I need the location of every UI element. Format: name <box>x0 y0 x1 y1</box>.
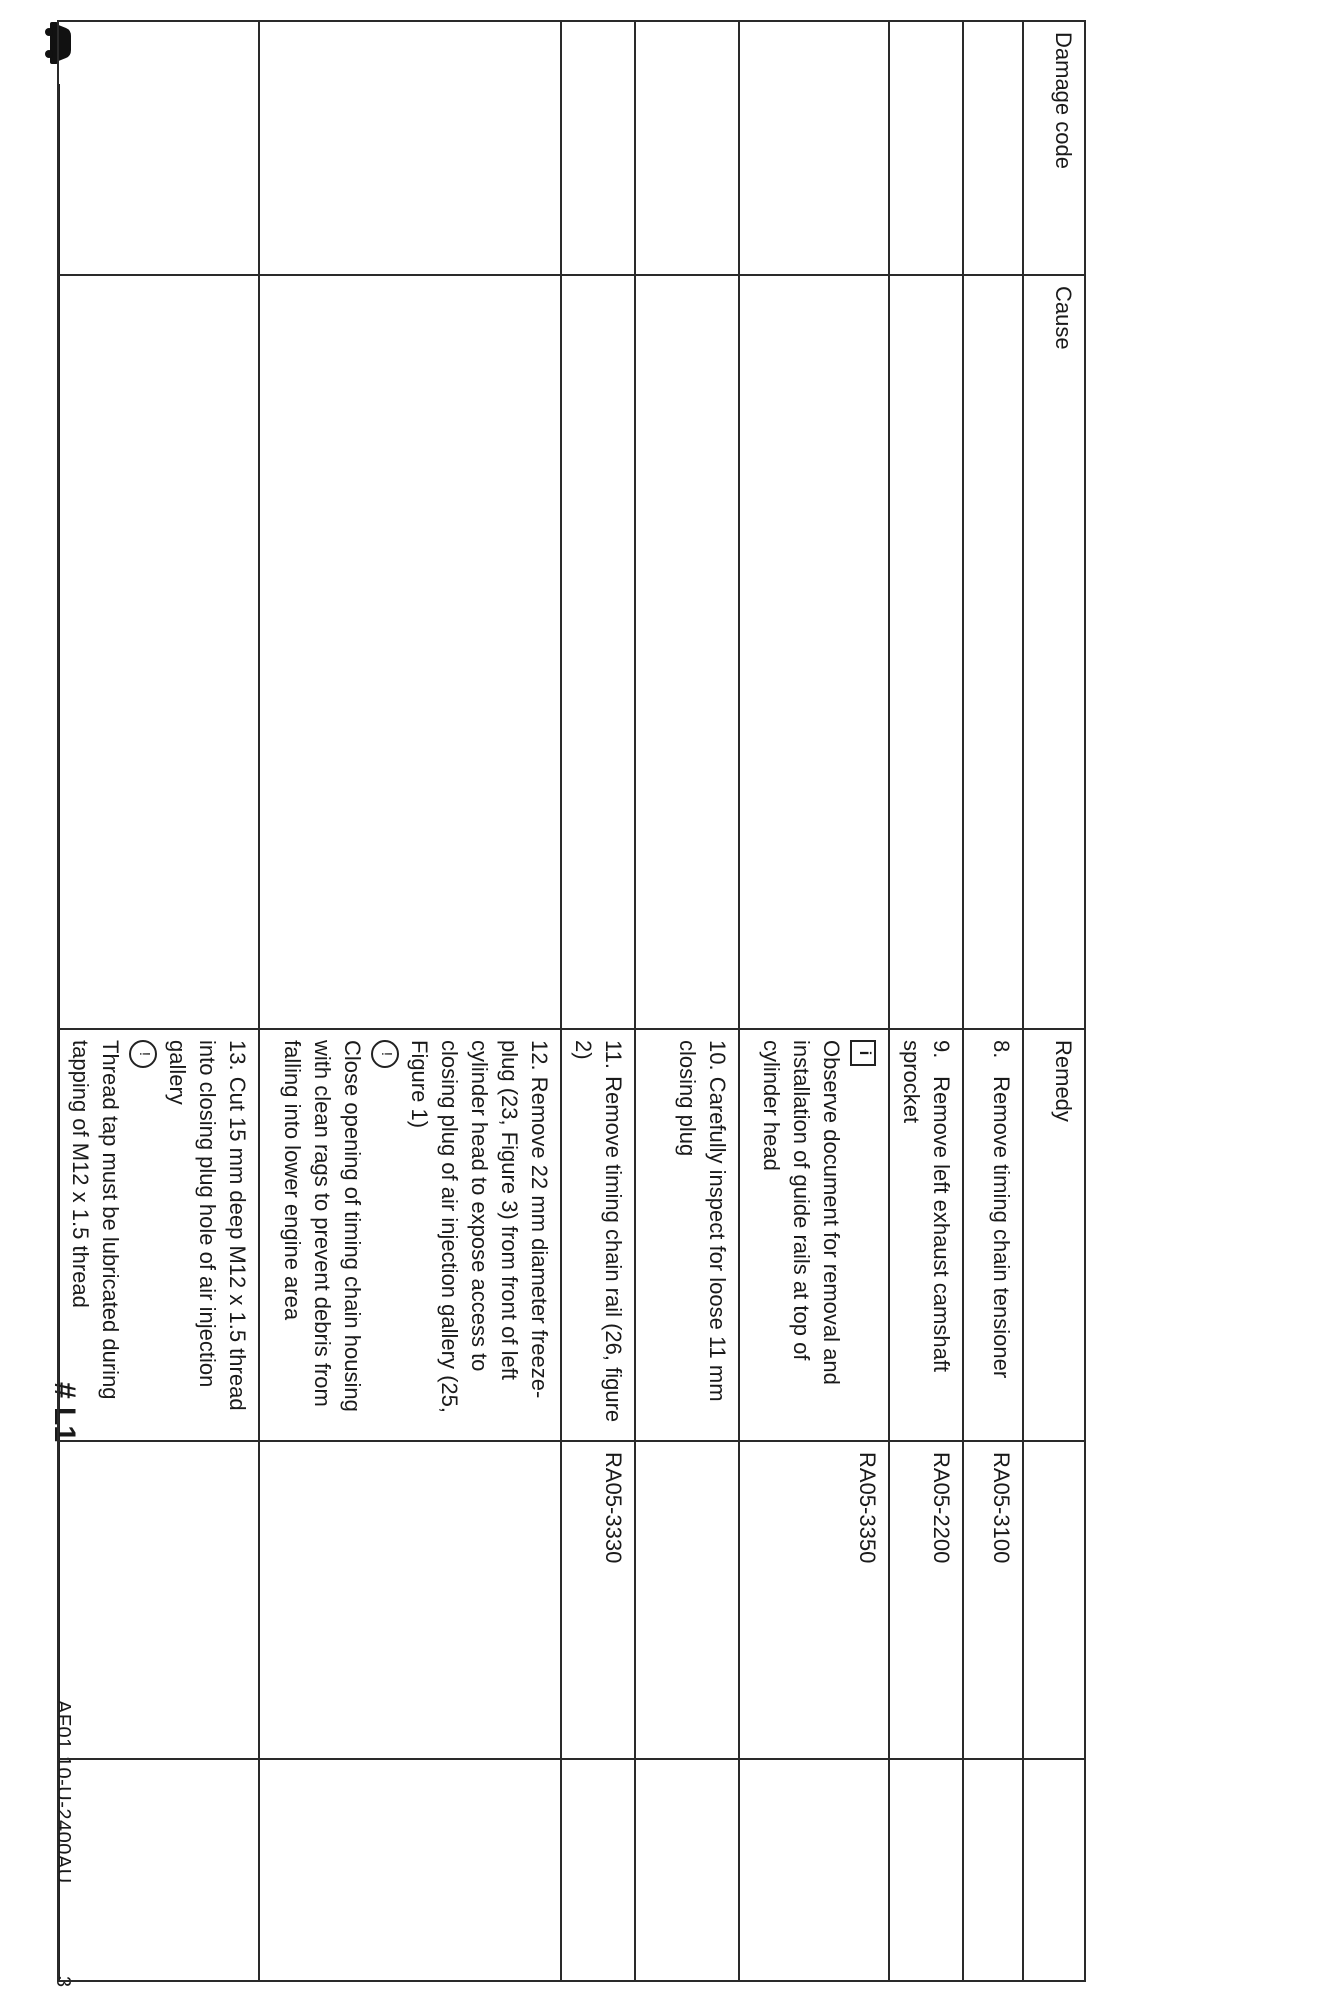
document-id: AF01.10-U-2400AU <box>52 1700 74 1884</box>
remedy-cell <box>561 1029 635 1441</box>
remedy-cell <box>739 1029 889 1441</box>
remedy-step: 9. Remove left exhaust camshaft sprocket <box>899 1040 954 1373</box>
header-remedy: Remedy <box>1023 1029 1085 1441</box>
damage-code-cell <box>561 21 635 275</box>
table-row <box>58 21 259 1981</box>
remedy-note: Thread tap must be lubricated during tapping of M12 x 1.5 thread <box>68 1040 123 1400</box>
warning-icon: ! <box>129 1040 157 1068</box>
reference-cell <box>58 1441 259 1759</box>
reference-cell: RA05-3350 <box>739 1441 889 1759</box>
page-number: 3 <box>52 1976 74 1988</box>
remedy-note: Observe document for removal and installation of guide rails at top of cylinder head <box>759 1040 844 1385</box>
section-label: # L1 <box>48 1382 81 1443</box>
header-damage-code: Damage code <box>1023 21 1085 275</box>
table-row <box>635 21 739 1981</box>
header-cause: Cause <box>1023 275 1085 1029</box>
remedy-cell <box>889 1029 963 1441</box>
blank-cell <box>259 1759 561 1981</box>
remedy-note: Close opening of timing chain housing with clean rags to prevent debris from falling into lower engine area <box>280 1040 365 1412</box>
blank-cell <box>561 1759 635 1981</box>
reference-cell: RA05-3100 <box>963 1441 1023 1759</box>
warning-icon: ! <box>371 1040 399 1068</box>
cause-cell <box>963 275 1023 1029</box>
cause-cell <box>58 275 259 1029</box>
blank-cell <box>889 1759 963 1981</box>
remedy-step: 10. Carefully inspect for loose 11 mm closing plug <box>675 1040 730 1402</box>
table-header-row <box>1023 21 1085 1981</box>
reference-cell <box>259 1441 561 1759</box>
damage-code-cell <box>635 21 739 275</box>
blank-cell <box>58 1759 259 1981</box>
reference-cell: RA05-2200 <box>889 1441 963 1759</box>
damage-code-cell <box>889 21 963 275</box>
table-row <box>259 21 561 1981</box>
cause-cell <box>889 275 963 1029</box>
remedy-cell <box>259 1029 561 1441</box>
damage-code-cell <box>739 21 889 275</box>
table-row <box>561 21 635 1981</box>
cause-cell <box>259 275 561 1029</box>
remedy-cell <box>58 1029 259 1441</box>
remedy-cell <box>963 1029 1023 1441</box>
damage-code-table <box>57 20 1086 1982</box>
cause-cell <box>739 275 889 1029</box>
header-blank <box>1023 1759 1085 1981</box>
remedy-cell <box>635 1029 739 1441</box>
blank-cell <box>739 1759 889 1981</box>
cause-cell <box>635 275 739 1029</box>
damage-code-cell <box>259 21 561 275</box>
remedy-step: 8. Remove timing chain tensioner <box>989 1040 1014 1379</box>
reference-cell: RA05-3330 <box>561 1441 635 1759</box>
table-row <box>963 21 1023 1981</box>
remedy-step: 11. Remove timing chain rail (26, figure 2) <box>571 1040 626 1423</box>
damage-code-cell <box>58 21 259 275</box>
remedy-step: 12. Remove 22 mm diameter freeze-plug (23, Figure 3) from front of left cylinder head to expose access to closing plug of air injection gallery (25, Figure 1) <box>407 1040 552 1413</box>
cause-cell <box>561 275 635 1029</box>
table-row <box>739 21 889 1981</box>
remedy-step: 13. Cut 15 mm deep M12 x 1.5 thread into closing plug hole of air injection gallery <box>165 1040 250 1411</box>
blank-cell <box>635 1759 739 1981</box>
info-icon: i <box>850 1040 876 1066</box>
header-reference <box>1023 1441 1085 1759</box>
blank-cell <box>963 1759 1023 1981</box>
reference-cell <box>635 1441 739 1759</box>
damage-code-cell <box>963 21 1023 275</box>
table-row <box>889 21 963 1981</box>
